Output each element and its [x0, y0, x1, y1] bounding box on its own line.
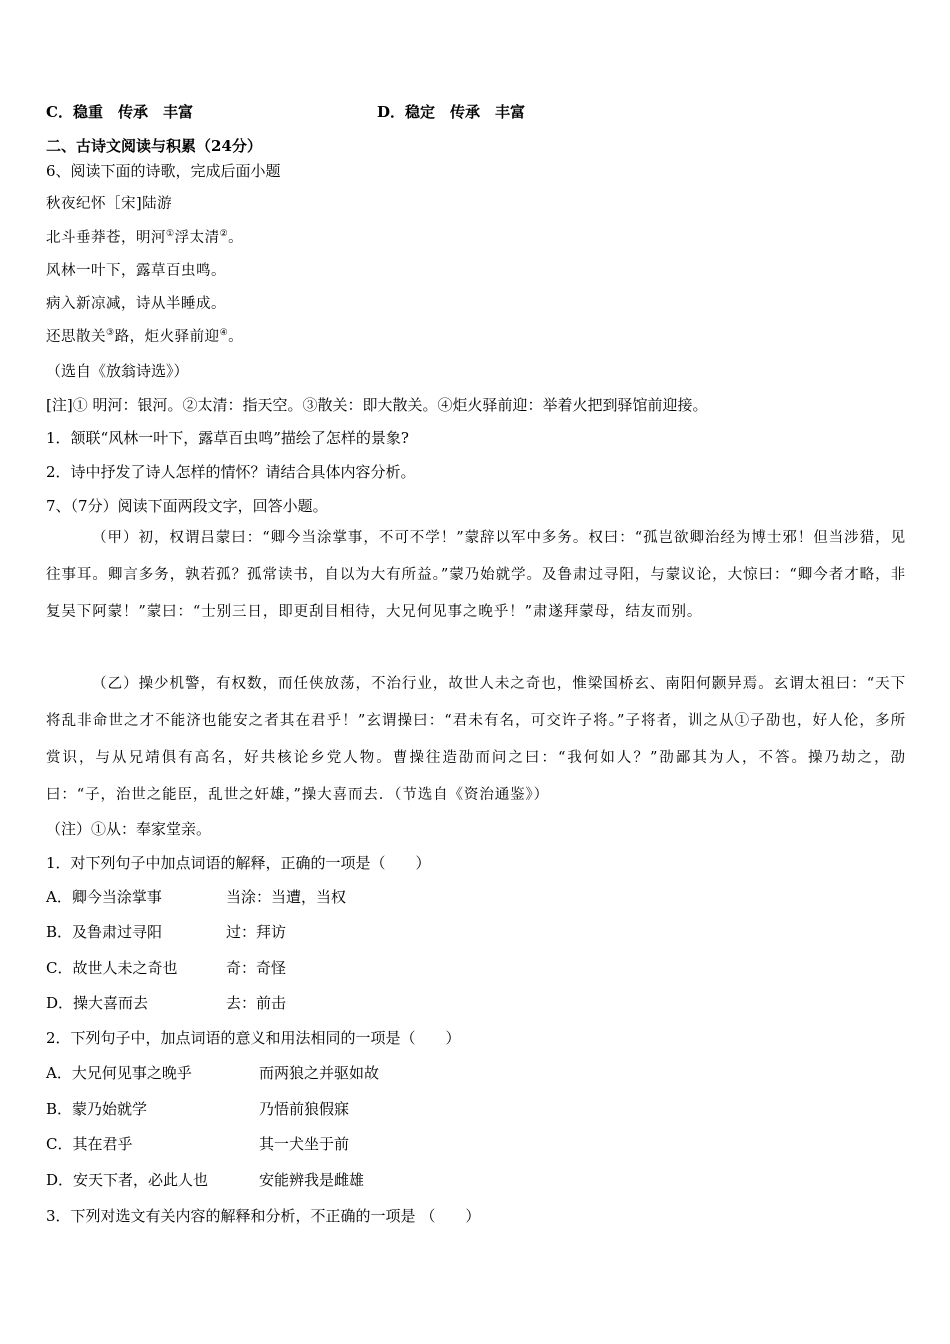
poem-source: （选自《放翁诗选》）: [46, 362, 189, 380]
q7-sub2-option-b[interactable]: [46, 1099, 147, 1119]
q7-sub3-stem: 3．下列对选文有关内容的解释和分析，不正确的一项是 （ ）: [46, 1207, 481, 1225]
note-marker-4: ④: [219, 328, 229, 338]
note-marker-3: ③: [106, 328, 115, 338]
poem-line-1: [46, 228, 243, 248]
poem-line-1-a: 北斗垂莽苍，明河: [46, 230, 166, 246]
option-label: C．其在君乎: [46, 1135, 133, 1153]
option-d-text: 稳定 传承 丰富: [405, 103, 526, 121]
q7-sub2-option-c[interactable]: [46, 1134, 132, 1154]
q7-sub1-option-a[interactable]: [46, 887, 162, 907]
poem-annotation: [注]① 明河：银河。②太清：指天空。③散关：即大散关。④炬火驿前迎：举着火把到驿馆前迎接。: [46, 396, 708, 414]
q7-sub2-explain-a: 而两狼之并驱如故: [259, 1064, 380, 1082]
passage-yi-text: （乙）操少机警，有权数，而任侠放荡，不治行业，故世人未之奇也，惟梁国桥玄、南阳何颢异焉。玄谓太祖曰：“天下将乱非命世之才不能济也能安之者其在君乎！”玄谓操曰：“君未有名，可交许子将。”子将者，训之从①子劭也，好人伦，多所赏识，与从兄靖俱有高名，好共核论乡党人物。曹操往造劭而问之曰：“我何如人？”劭鄙其为人，不答。操乃劫之，劭曰：“子，治世之能臣，乱世之奸雄，”操大喜而去．（节选自《资治通鉴》）: [46, 676, 906, 803]
q6-sub2: 2．诗中抒发了诗人怎样的情怀？请结合具体内容分析。: [46, 463, 416, 481]
q7-sub1-option-c[interactable]: [46, 958, 177, 978]
poem-line-1-b: 浮太清: [174, 230, 220, 246]
q7-note: （注）①从：奉家堂亲。: [46, 820, 212, 838]
passage-yi: [46, 666, 906, 814]
option-label: A．卿今当涂掌事: [46, 888, 162, 906]
q7-sub1-explain-d: 去：前击: [226, 994, 287, 1012]
option-d: [377, 102, 525, 122]
q6-stem: 6、阅读下面的诗歌，完成后面小题: [46, 162, 281, 180]
option-label: D．操大喜而去: [46, 994, 149, 1012]
poem-line-4: [46, 327, 243, 347]
option-label: C．故世人未之奇也: [46, 959, 178, 977]
option-label: D．安天下者，必此人也: [46, 1171, 209, 1189]
q7-sub1-explain-a: 当涂：当遭，当权: [226, 888, 347, 906]
passage-jia-text: （甲）初，权谓吕蒙曰：“卿今当涂掌事，不可不学！”蒙辞以军中多务。权曰：“孤岂欲卿治经为博士邪！但当涉猎，见往事耳。卿言多务，孰若孤？孤常读书，自以为大有所益。”蒙乃始就学。及鲁肃过寻阳，与蒙议论，大惊曰：“卿今者才略，非复吴下阿蒙！”蒙曰：“士别三日，即更刮目相待，大兄何见事之晚乎！”肃遂拜蒙母，结友而别。: [46, 530, 906, 620]
q7-sub1-stem: 1．对下列句子中加点词语的解释，正确的一项是（ ）: [46, 854, 431, 872]
section-title: 二、古诗文阅读与积累（24分）: [46, 137, 262, 155]
poem-line-4-c: 。: [228, 329, 244, 345]
option-c-letter: C．: [46, 103, 73, 121]
q7-sub2-explain-c: 其一犬坐于前: [259, 1135, 350, 1153]
q7-sub2-explain-d: 安能辨我是雌雄: [259, 1171, 365, 1189]
option-label: B．及鲁肃过寻阳: [46, 923, 163, 941]
q7-sub1-option-b[interactable]: [46, 922, 162, 942]
poem-line-4-b: 路，炬火驿前迎: [114, 329, 220, 345]
q7-sub2-explain-b: 乃悟前狼假寐: [259, 1100, 350, 1118]
q7-sub2-option-a[interactable]: [46, 1063, 192, 1083]
option-c: [46, 102, 193, 122]
option-label: B．蒙乃始就学: [46, 1100, 148, 1118]
q7-sub2-stem: 2．下列句子中，加点词语的意义和用法相同的一项是（ ）: [46, 1029, 461, 1047]
poem-line-1-c: 。: [228, 230, 244, 246]
option-c-text: 稳重 传承 丰富: [72, 103, 193, 121]
poem-title: 秋夜纪怀［宋]陆游: [46, 196, 173, 212]
poem-line-3: 病入新凉减，诗从半睡成。: [46, 296, 226, 312]
note-marker-2: ②: [219, 229, 229, 239]
poem-line-4-a: 还思散关: [46, 329, 106, 345]
q7-sub1-explain-b: 过：拜访: [226, 923, 287, 941]
poem-line-2: 风林一叶下，露草百虫鸣。: [46, 263, 226, 279]
passage-jia: [46, 520, 906, 631]
q7-stem: 7、（7分）阅读下面两段文字，回答小题。: [46, 497, 328, 515]
q7-sub2-option-d[interactable]: [46, 1170, 208, 1190]
note-marker-1: ①: [166, 229, 175, 239]
q6-sub1: 1．颔联“风林一叶下，露草百虫鸣”描绘了怎样的景象?: [46, 429, 409, 447]
q7-sub1-explain-c: 奇：奇怪: [226, 959, 287, 977]
option-d-letter: D．: [377, 103, 406, 121]
option-label: A．大兄何见事之晚乎: [46, 1064, 192, 1082]
q7-sub1-option-d[interactable]: [46, 993, 148, 1013]
